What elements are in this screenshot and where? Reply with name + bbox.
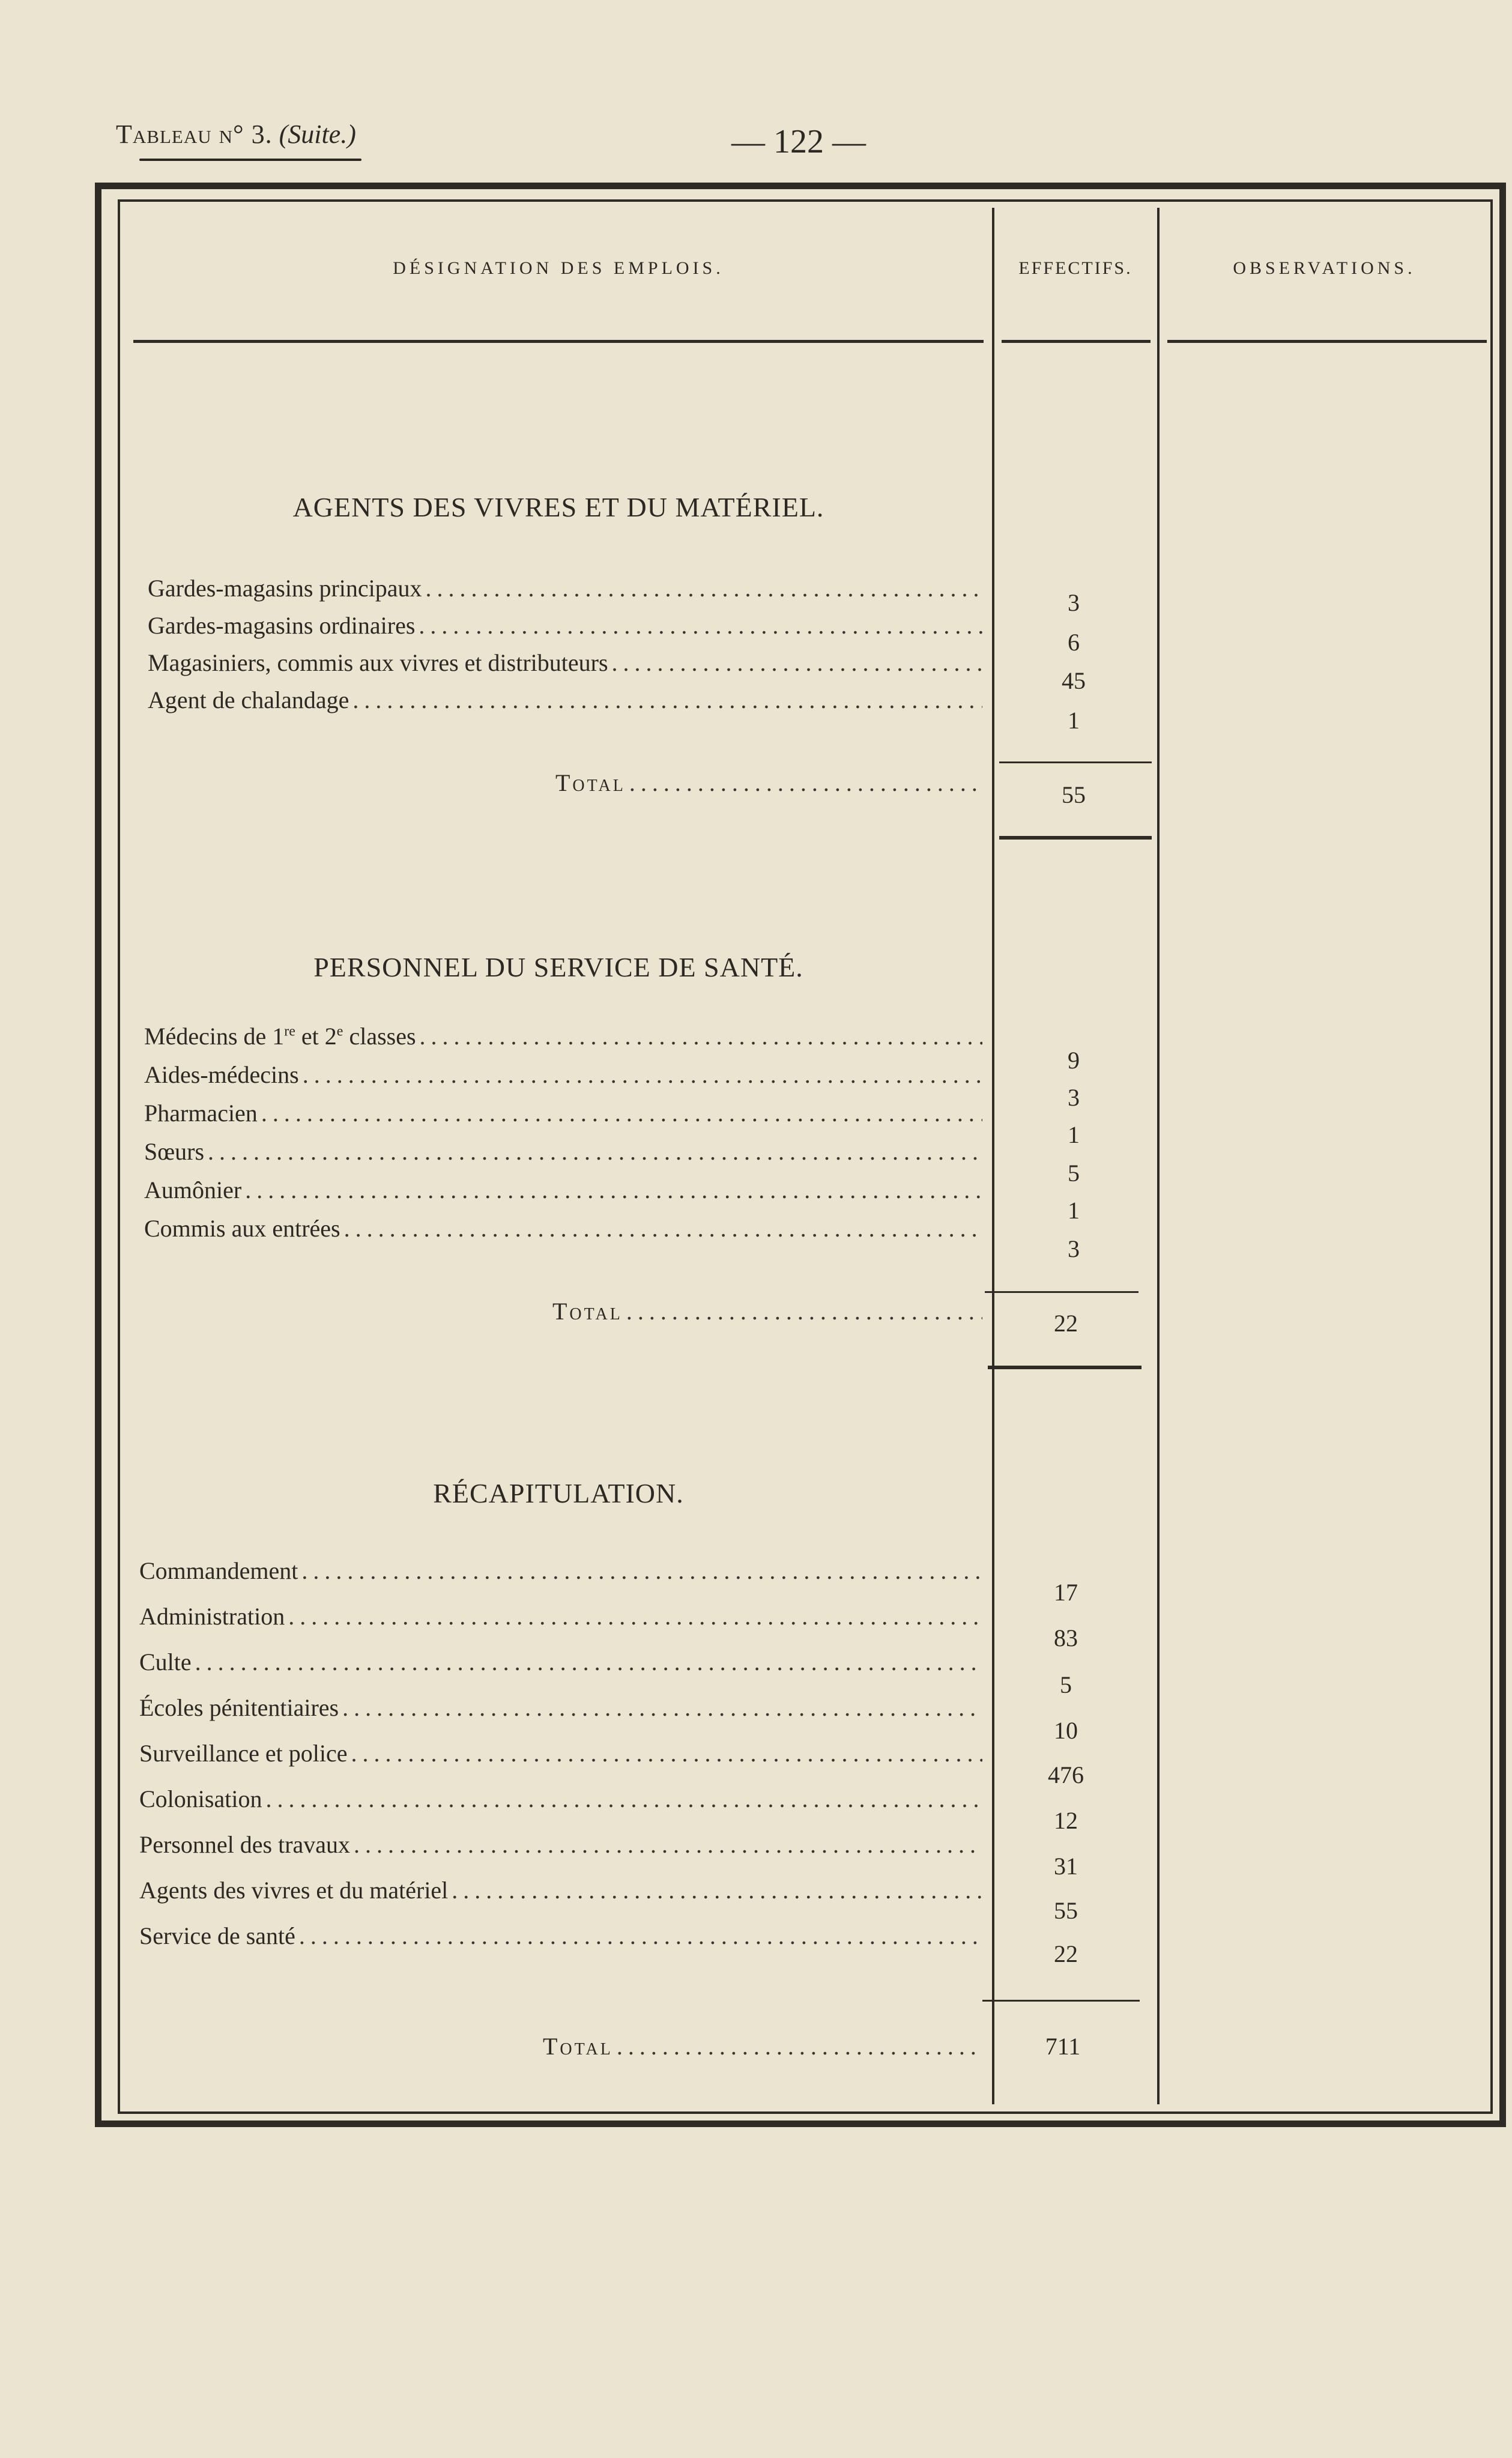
list-item xyxy=(148,649,982,677)
leader-dots xyxy=(617,2032,982,2060)
total-label: Total xyxy=(543,2033,613,2060)
section-title-recapitulation: RÉCAPITULATION. xyxy=(433,1478,684,1509)
list-item xyxy=(144,1137,982,1166)
list-item xyxy=(139,1876,982,1904)
list-item xyxy=(148,574,982,602)
list-item xyxy=(144,1176,982,1204)
row-label: Personnel des travaux xyxy=(139,1831,351,1858)
row-label: Agents des vivres et du matériel xyxy=(139,1877,449,1904)
leader-dots xyxy=(265,1785,982,1813)
row-label: Administration xyxy=(139,1603,285,1630)
total-value: 711 xyxy=(1045,2033,1081,2060)
row-value: 5 xyxy=(1060,1671,1072,1698)
row-label: Aumônier xyxy=(144,1176,242,1203)
list-item xyxy=(144,1022,982,1050)
leader-dots xyxy=(426,574,982,602)
leader-dots xyxy=(195,1648,982,1676)
list-item xyxy=(139,1694,982,1722)
total-rule xyxy=(999,836,1152,840)
column-header-effectifs: EFFECTIFS. xyxy=(1018,258,1132,278)
list-item xyxy=(144,1061,982,1089)
leader-dots xyxy=(351,1739,982,1767)
table-reference xyxy=(116,119,356,150)
column-divider-2 xyxy=(1157,208,1160,2104)
leader-dots xyxy=(299,1922,982,1950)
row-value: 3 xyxy=(1068,1235,1080,1262)
row-value: 3 xyxy=(1068,1084,1080,1111)
header-rule-effectifs xyxy=(1002,340,1151,343)
list-item xyxy=(139,1922,982,1950)
leader-dots xyxy=(352,686,982,714)
list-item xyxy=(139,1785,982,1813)
leader-dots xyxy=(303,1061,982,1089)
leader-dots xyxy=(452,1876,982,1904)
leader-dots xyxy=(245,1176,982,1204)
leader-dots xyxy=(612,649,982,677)
total-label: Total xyxy=(552,1298,623,1325)
row-value: 45 xyxy=(1062,667,1086,694)
total-rule xyxy=(988,1366,1142,1369)
row-value: 1 xyxy=(1068,1121,1080,1148)
sum-rule xyxy=(999,761,1152,763)
row-value: 6 xyxy=(1068,629,1080,656)
leader-dots xyxy=(342,1694,982,1722)
row-label: Commis aux entrées xyxy=(144,1215,340,1242)
sum-rule xyxy=(985,1291,1139,1293)
total-row xyxy=(552,1297,982,1325)
row-label: Écoles pénitentiaires xyxy=(139,1694,339,1721)
list-item xyxy=(144,1214,982,1243)
leader-dots xyxy=(419,611,982,640)
header-rule-designation xyxy=(133,340,984,343)
leader-dots xyxy=(354,1830,982,1859)
row-value: 10 xyxy=(1054,1717,1078,1744)
list-item xyxy=(139,1830,982,1859)
row-label: Surveillance et police xyxy=(139,1740,348,1767)
row-label: Commandement xyxy=(139,1557,298,1584)
row-value: 1 xyxy=(1068,707,1080,734)
leader-dots xyxy=(261,1099,982,1127)
leader-dots xyxy=(626,1297,982,1325)
row-value: 5 xyxy=(1068,1160,1080,1187)
total-value: 22 xyxy=(1054,1310,1078,1337)
row-label: Gardes-magasins principaux xyxy=(148,575,422,602)
leader-dots xyxy=(288,1602,982,1630)
leader-dots xyxy=(301,1557,982,1585)
list-item xyxy=(139,1648,982,1676)
leader-dots xyxy=(420,1022,982,1050)
row-label: Aides-médecins xyxy=(144,1061,299,1088)
list-item xyxy=(148,611,982,640)
table-reference-label: Tableau n° 3. xyxy=(116,120,273,149)
page-number: — 122 — xyxy=(731,123,866,160)
row-value: 83 xyxy=(1054,1624,1078,1651)
list-item xyxy=(139,1739,982,1767)
row-value: 22 xyxy=(1054,1940,1078,1967)
leader-dots xyxy=(344,1214,982,1243)
table-reference-suite: (Suite.) xyxy=(279,120,356,149)
sum-rule xyxy=(982,2000,1140,2002)
column-header-observations: OBSERVATIONS. xyxy=(1233,258,1416,278)
row-label: Colonisation xyxy=(139,1785,262,1812)
row-value: 3 xyxy=(1068,589,1080,616)
section-title-sante: PERSONNEL DU SERVICE DE SANTÉ. xyxy=(313,952,803,982)
row-label: Pharmacien xyxy=(144,1100,258,1127)
ornamental-rule xyxy=(139,159,361,161)
section-title-vivres: AGENTS DES VIVRES ET DU MATÉRIEL. xyxy=(292,492,824,522)
row-label: Agent de chalandage xyxy=(148,686,349,713)
total-row xyxy=(555,769,982,797)
list-item xyxy=(144,1099,982,1127)
header-rule-observations xyxy=(1167,340,1487,343)
list-item xyxy=(139,1557,982,1585)
leader-dots xyxy=(629,769,982,797)
row-label: Magasiniers, commis aux vivres et distributeurs xyxy=(148,649,608,676)
list-item xyxy=(148,686,982,714)
total-value: 55 xyxy=(1062,781,1086,808)
row-label: Culte xyxy=(139,1648,192,1675)
row-value: 1 xyxy=(1068,1197,1080,1224)
row-value: 12 xyxy=(1054,1807,1078,1834)
row-label: Service de santé xyxy=(139,1922,295,1949)
row-label: Médecins de 1re et 2e classes xyxy=(144,1023,416,1050)
row-value: 55 xyxy=(1054,1897,1078,1924)
row-value: 17 xyxy=(1054,1579,1078,1606)
total-row xyxy=(543,2032,982,2060)
row-label: Gardes-magasins ordinaires xyxy=(148,612,416,639)
leader-dots xyxy=(208,1137,982,1166)
column-header-designation: DÉSIGNATION DES EMPLOIS. xyxy=(393,258,724,278)
total-label: Total xyxy=(555,769,626,796)
row-label: Sœurs xyxy=(144,1138,205,1165)
row-value: 31 xyxy=(1054,1853,1078,1880)
row-value: 476 xyxy=(1048,1761,1084,1788)
list-item xyxy=(139,1602,982,1630)
row-value: 9 xyxy=(1068,1047,1080,1074)
